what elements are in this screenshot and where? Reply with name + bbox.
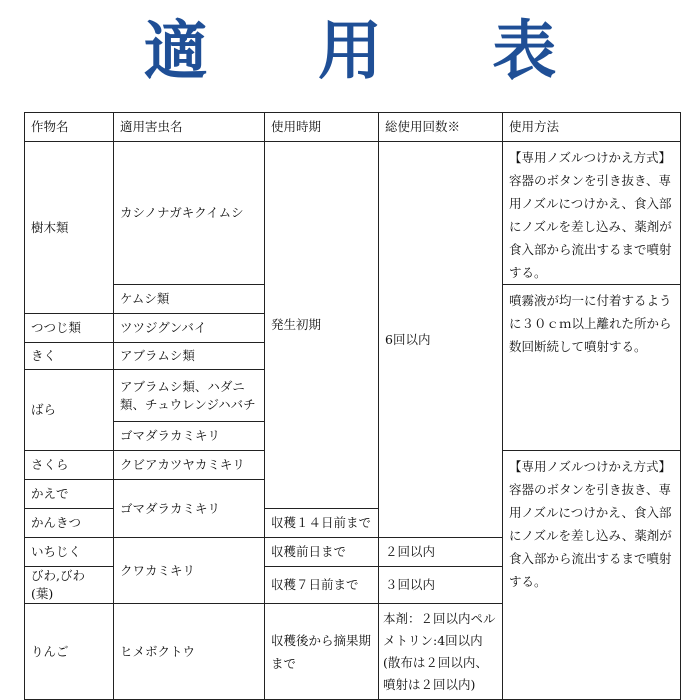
crop-cell: ばら: [25, 370, 114, 451]
crop-cell: かんきつ: [25, 509, 114, 538]
method-cell: 【専用ノズルつけかえ方式】容器のボタンを引き抜き、専用ノズルにつけかえ、食入部にノズルを差し込み、薬剤が食入部から流出するまで噴射する。: [503, 451, 681, 700]
pest-cell: ケムシ類: [114, 285, 265, 314]
crop-cell: りんご: [25, 604, 114, 700]
application-table: [24, 112, 681, 700]
timing-cell: 収穫１４日前まで: [265, 509, 379, 538]
pest-cell: アブラムシ類: [114, 343, 265, 370]
timing-cell: 発生初期: [265, 142, 379, 509]
header-timing: 使用時期: [265, 113, 379, 142]
crop-cell: きく: [25, 343, 114, 370]
table-header-row: [25, 113, 681, 142]
pest-cell: ゴマダラカミキリ: [114, 480, 265, 538]
crop-cell: つつじ類: [25, 314, 114, 343]
count-cell: 本剤：２回以内ペルメトリン:4回以内(散布は２回以内、噴射は２回以内): [379, 604, 503, 700]
method-cell: 噴霧液が均一に付着するように３０ｃｍ以上離れた所から数回断続して噴射する。: [503, 285, 681, 451]
crop-cell: びわ,びわ(葉): [25, 567, 114, 604]
timing-cell: 収穫前日まで: [265, 538, 379, 567]
header-crop: 作物名: [25, 113, 114, 142]
crop-cell: 樹木類: [25, 142, 114, 314]
method-cell: 【専用ノズルつけかえ方式】容器のボタンを引き抜き、専用ノズルにつけかえ、食入部にノズルを差し込み、薬剤が食入部から流出するまで噴射する。: [503, 142, 681, 285]
timing-cell: 収穫７日前まで: [265, 567, 379, 604]
pest-cell: カシノナガキクイムシ: [114, 142, 265, 285]
crop-cell: さくら: [25, 451, 114, 480]
count-cell: ３回以内: [379, 567, 503, 604]
table-row: [25, 142, 681, 285]
pest-cell: クワカミキリ: [114, 538, 265, 604]
pest-cell: ヒメボクトウ: [114, 604, 265, 700]
header-pest: 適用害虫名: [114, 113, 265, 142]
page-title: 適 用 表: [143, 15, 601, 89]
count-cell: ２回以内: [379, 538, 503, 567]
pest-cell: ゴマダラカミキリ: [114, 422, 265, 451]
crop-cell: かえで: [25, 480, 114, 509]
pest-cell: アブラムシ類、ハダニ類、チュウレンジハバチ: [114, 370, 265, 422]
pest-cell: ツツジグンバイ: [114, 314, 265, 343]
pest-cell: クビアカツヤカミキリ: [114, 451, 265, 480]
timing-cell: 収穫後から摘果期まで: [265, 604, 379, 700]
header-count: 総使用回数※: [379, 113, 503, 142]
count-cell: 6回以内: [379, 142, 503, 538]
header-method: 使用方法: [503, 113, 681, 142]
crop-cell: いちじく: [25, 538, 114, 567]
